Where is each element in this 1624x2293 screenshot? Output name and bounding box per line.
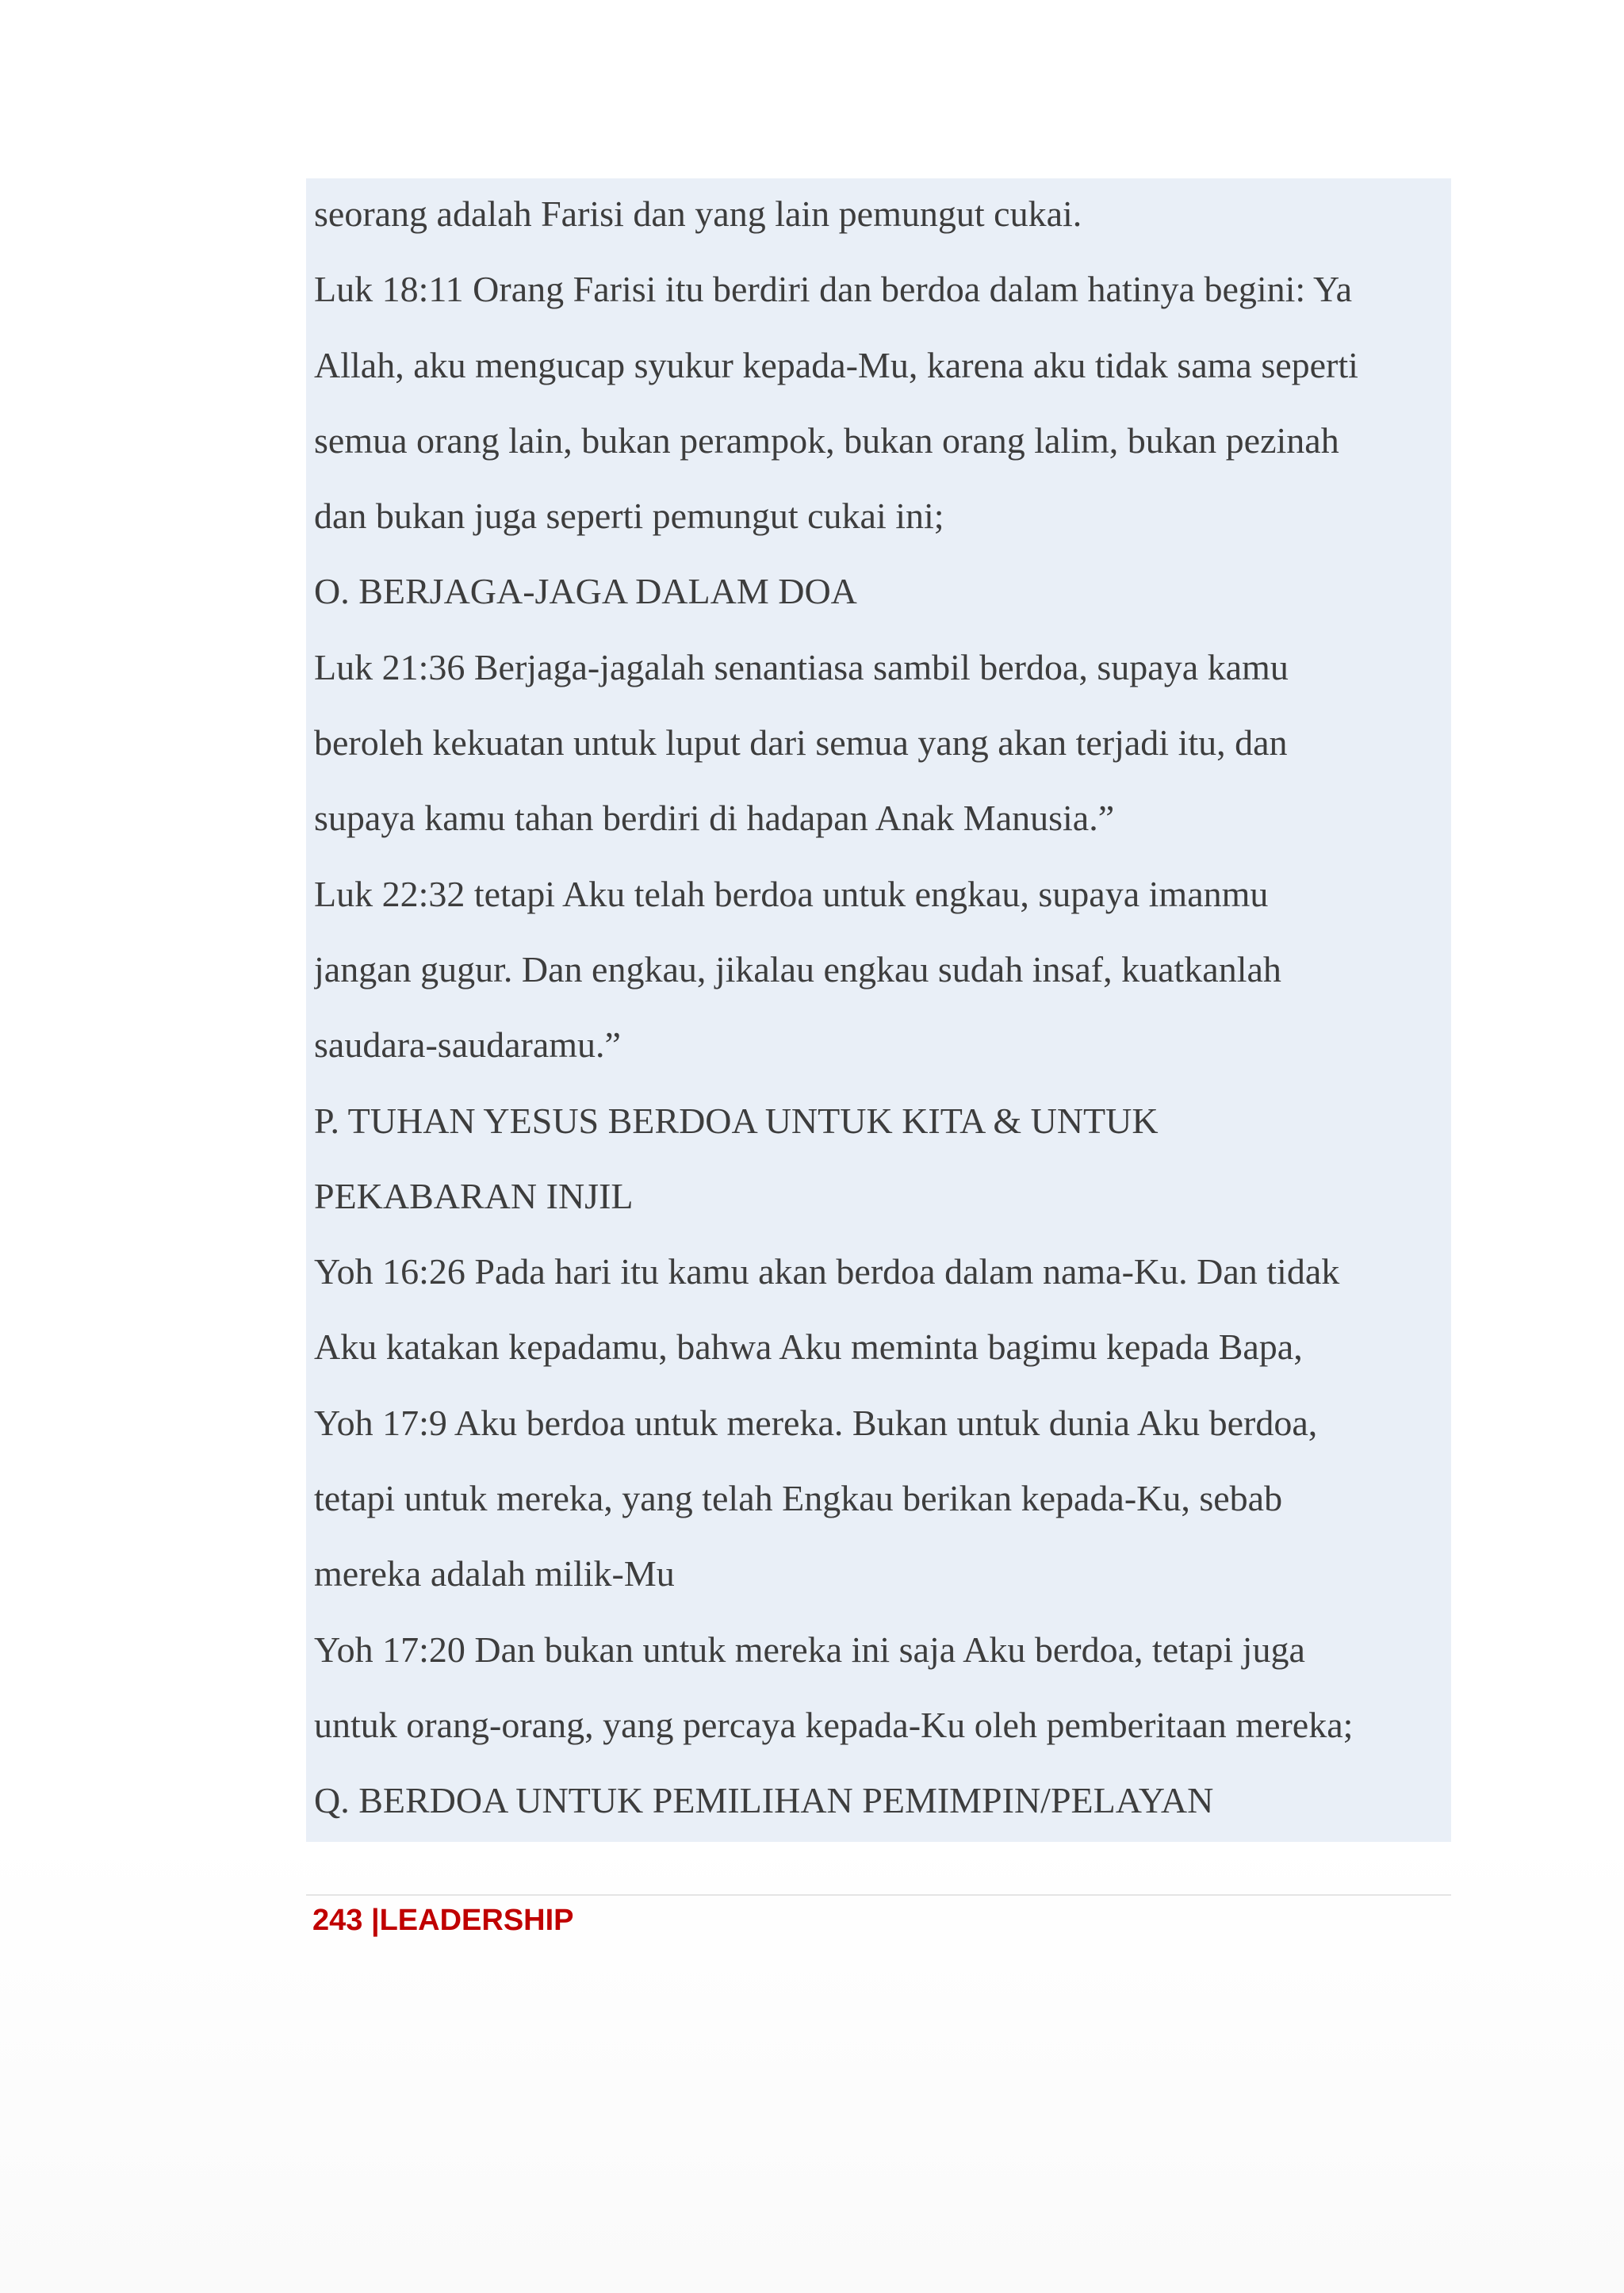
- footer-divider: [306, 1894, 1451, 1896]
- section-heading: PEKABARAN INJIL: [314, 1175, 634, 1216]
- text-line: Yoh 17:20 Dan bukan untuk mereka ini saja Aku berdoa, tetapi juga: [314, 1629, 1305, 1670]
- text-line: tetapi untuk mereka, yang telah Engkau berikan kepada-Ku, sebab: [314, 1478, 1283, 1519]
- text-line: Luk 22:32 tetapi Aku telah berdoa untuk engkau, supaya imanmu: [314, 873, 1269, 914]
- page-footer: 243 |LEADERSHIP: [312, 1904, 574, 1937]
- text-line: Aku katakan kepadamu, bahwa Aku meminta bagimu kepada Bapa,: [314, 1326, 1303, 1368]
- text-line: Luk 18:11 Orang Farisi itu berdiri dan berdoa dalam hatinya begini: Ya: [314, 269, 1353, 310]
- text-line: Luk 21:36 Berjaga-jagalah senantiasa sambil berdoa, supaya kamu: [314, 646, 1289, 687]
- text-line: Yoh 17:9 Aku berdoa untuk mereka. Bukan untuk dunia Aku berdoa,: [314, 1402, 1318, 1443]
- text-line: beroleh kekuatan untuk luput dari semua yang akan terjadi itu, dan: [314, 722, 1288, 764]
- text-line: jangan gugur. Dan engkau, jikalau engkau sudah insaf, kuatkanlah: [314, 948, 1281, 990]
- section-heading: O. BERJAGA-JAGA DALAM DOA: [314, 571, 857, 612]
- text-line: dan bukan juga seperti pemungut cukai ini;: [314, 496, 944, 537]
- text-line: untuk orang-orang, yang percaya kepada-Ku oleh pemberitaan mereka;: [314, 1704, 1354, 1745]
- text-line: seorang adalah Farisi dan yang lain pemungut cukai.: [314, 193, 1082, 234]
- body-text-block: [306, 178, 1451, 1842]
- text-line: Allah, aku mengucap syukur kepada-Mu, karena aku tidak sama seperti: [314, 344, 1358, 385]
- text-line: mereka adalah milik-Mu: [314, 1553, 675, 1594]
- section-heading: Q. BERDOA UNTUK PEMILIHAN PEMIMPIN/PELAYAN: [314, 1780, 1214, 1821]
- section-heading: P. TUHAN YESUS BERDOA UNTUK KITA & UNTUK: [314, 1100, 1159, 1141]
- text-line: Yoh 16:26 Pada hari itu kamu akan berdoa dalam nama-Ku. Dan tidak: [314, 1251, 1340, 1292]
- text-line: saudara-saudaramu.”: [314, 1024, 621, 1066]
- text-line: semua orang lain, bukan perampok, bukan orang lalim, bukan pezinah: [314, 419, 1339, 461]
- text-line: supaya kamu tahan berdiri di hadapan Anak Manusia.”: [314, 798, 1115, 839]
